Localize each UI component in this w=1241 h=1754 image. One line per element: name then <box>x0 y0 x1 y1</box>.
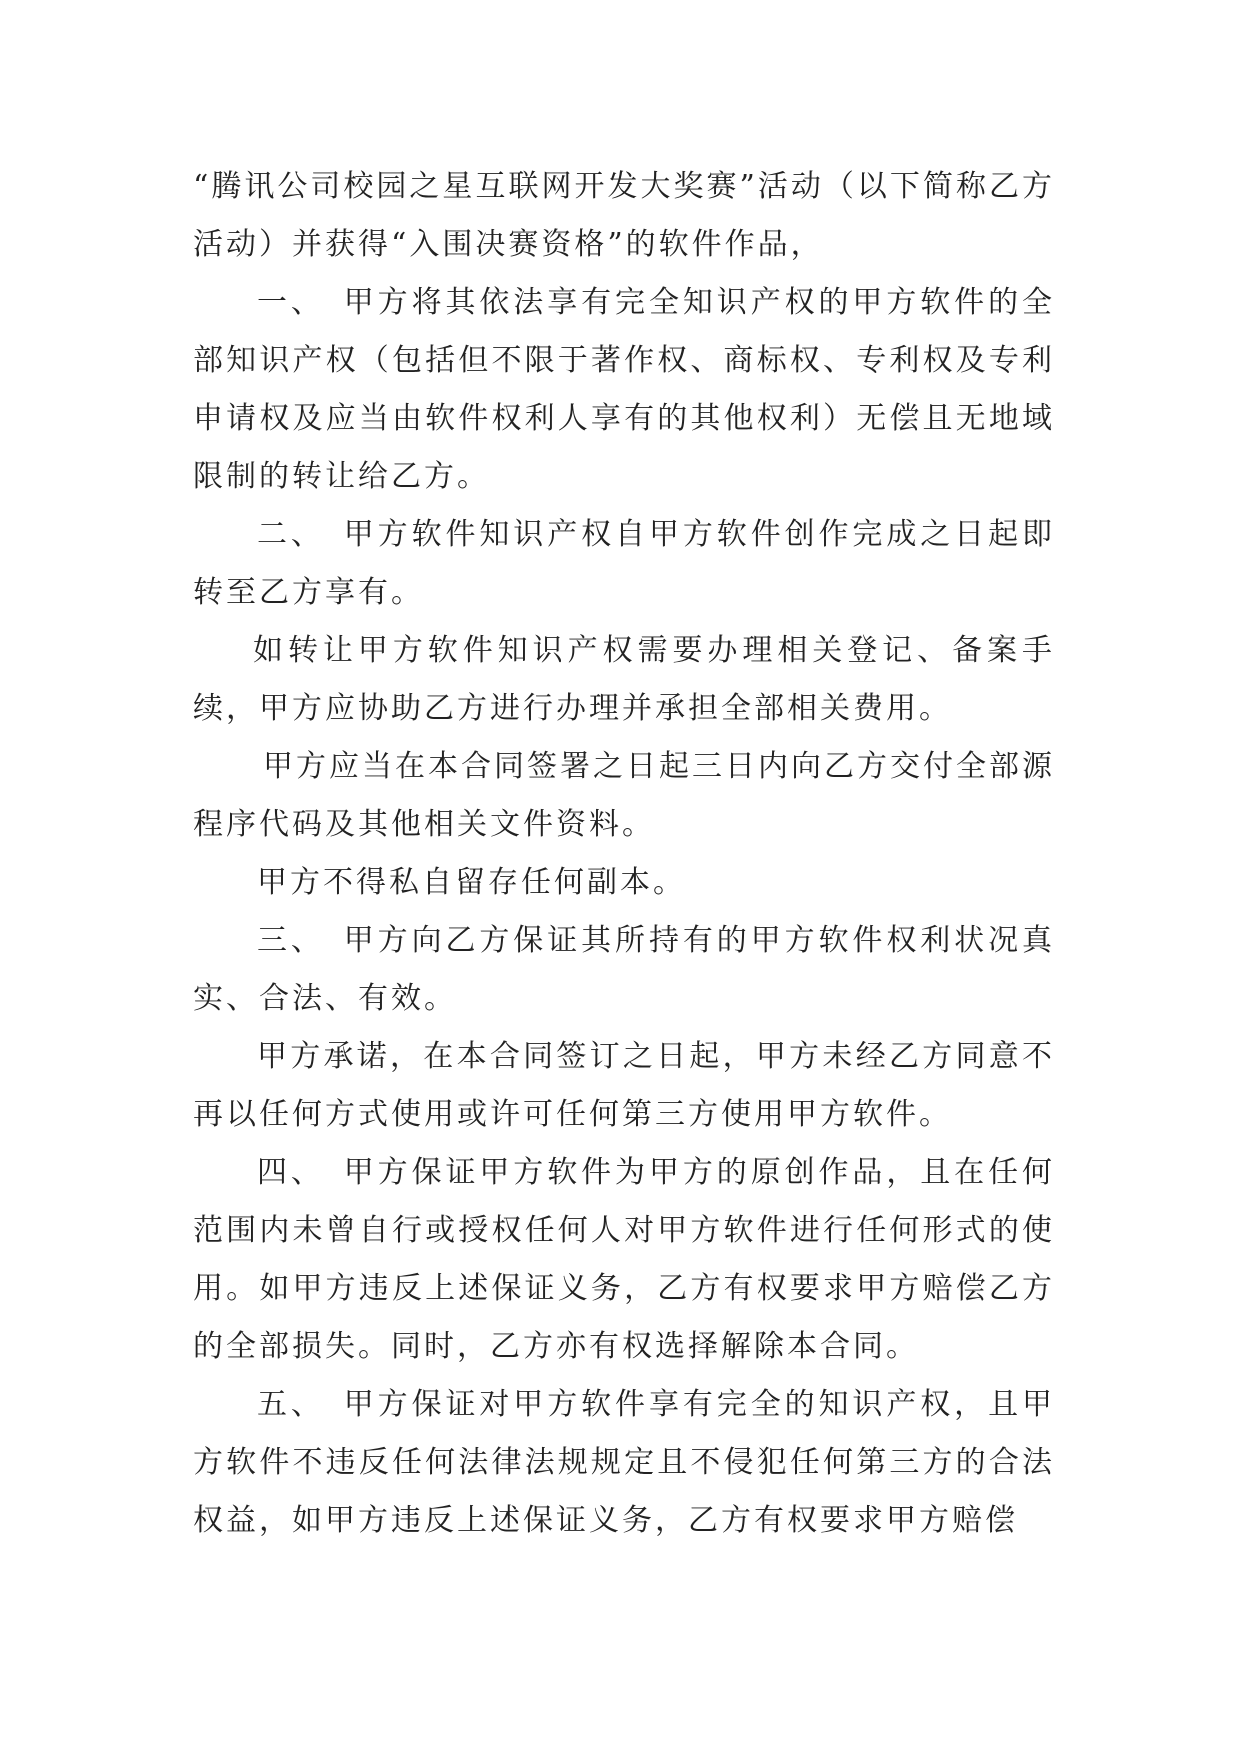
clause-2-no-copy: 甲方不得私自留存任何副本。 <box>257 865 686 900</box>
clause-3-commitment: 甲方承诺，在本合同签订之日起，甲方未经乙方同意不再以任何方式使用或许可任何第三方使用甲方软件。 <box>193 1039 1055 1132</box>
clause-1: 一、 甲方将其依法享有完全知识产权的甲方软件的全部知识产权（包括但不限于著作权、商标权、专利权及专利申请权及应当由软件权利人享有的其他权利）无偿且无地域限制的转让给乙方。 <box>193 285 1055 494</box>
clause-2-registration: 如转让甲方软件知识产权需要办理相关登记、备案手续，甲方应协助乙方进行办理并承担全部相关费用。 <box>193 633 1055 726</box>
clause-3: 三、 甲方向乙方保证其所持有的甲方软件权利状况真实、合法、有效。 <box>193 923 1055 1016</box>
document-body <box>193 158 1055 1550</box>
clause-2-delivery: 甲方应当在本合同签署之日起三日内向乙方交付全部源程序代码及其他相关文件资料。 <box>193 749 1055 842</box>
clause-5: 五、 甲方保证对甲方软件享有完全的知识产权，且甲方软件不违反任何法律法规规定且不侵犯任何第三方的合法权益，如甲方违反上述保证义务，乙方有权要求甲方赔偿 <box>193 1387 1055 1538</box>
clause-2: 二、 甲方软件知识产权自甲方软件创作完成之日起即转至乙方享有。 <box>193 517 1055 610</box>
paragraph-intro: “腾讯公司校园之星互联网开发大奖赛”活动（以下简称乙方活动）并获得“入围决赛资格”的软件作品， <box>193 169 1055 262</box>
clause-4: 四、 甲方保证甲方软件为甲方的原创作品，且在任何范围内未曾自行或授权任何人对甲方软件进行任何形式的使用。如甲方违反上述保证义务，乙方有权要求甲方赔偿乙方的全部损失。同时，乙方亦有权选择解除本合同。 <box>193 1155 1055 1364</box>
